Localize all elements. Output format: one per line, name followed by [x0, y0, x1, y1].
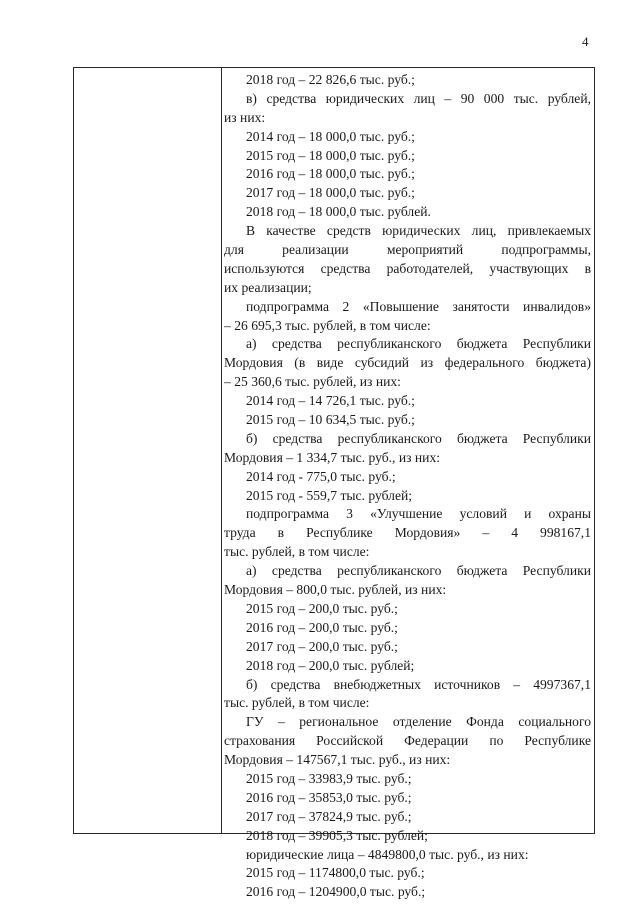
text-line: Мордовия – 1 334,7 тыс. руб., из них:	[224, 449, 441, 465]
table-left-cell	[74, 68, 222, 833]
text-line: – 25 360,6 тыс. рублей, из них:	[224, 374, 401, 390]
text-line: а) средства республиканского бюджета Республики	[246, 563, 591, 579]
text-line: 2017 год – 37824,9 тыс. руб.;	[246, 808, 412, 824]
text-line: ГУ – региональное отделение Фонда социального	[246, 714, 591, 730]
text-line: труда в Республике Мордовия» – 4 998167,1	[224, 525, 591, 541]
text-line: 2016 год – 200,0 тыс. руб.;	[246, 619, 398, 635]
text-line: 2016 год – 18 000,0 тыс. руб.;	[246, 166, 415, 182]
text-line: Мордовия (в виде субсидий из федерального бюджета)	[224, 355, 591, 371]
text-line: тыс. рублей, в том числе:	[224, 695, 370, 711]
text-line: 2017 год – 200,0 тыс. руб.;	[246, 638, 398, 654]
text-line: 2018 год – 39905,3 тыс. рублей;	[246, 827, 428, 843]
text-line: их реализации;	[224, 279, 312, 295]
text-line: 2018 год – 200,0 тыс. рублей;	[246, 657, 415, 673]
text-line: Мордовия – 147567,1 тыс. руб., из них:	[224, 752, 451, 768]
text-line: подпрограмма 3 «Улучшение условий и охраны	[246, 506, 591, 522]
text-line: а) средства республиканского бюджета Республики	[246, 336, 591, 352]
text-line: 2015 год – 10 634,5 тыс. руб.;	[246, 412, 415, 428]
text-line: 2014 год – 14 726,1 тыс. руб.;	[246, 393, 415, 409]
text-line: для реализации мероприятий подпрограммы,	[224, 242, 591, 258]
document-table	[73, 67, 595, 900]
table-right-cell	[222, 71, 593, 902]
text-line: из них:	[224, 109, 266, 125]
text-line: 2015 год – 1174800,0 тыс. руб.;	[246, 865, 425, 881]
text-line: в) средства юридических лиц – 90 000 тыс. рублей,	[246, 90, 591, 106]
text-line: – 26 695,3 тыс. рублей, в том числе:	[224, 317, 431, 333]
text-line: тыс. рублей, в том числе:	[224, 544, 370, 560]
text-line: 2018 год – 18 000,0 тыс. рублей.	[246, 204, 431, 220]
text-line: б) средства внебюджетных источников – 4997367,1	[246, 676, 591, 692]
text-line: 2015 год - 559,7 тыс. рублей;	[246, 487, 413, 503]
text-line: 2014 год - 775,0 тыс. руб.;	[246, 468, 396, 484]
text-line: 2015 год – 18 000,0 тыс. руб.;	[246, 147, 415, 163]
text-line: юридические лица – 4849800,0 тыс. руб., из них:	[246, 846, 529, 862]
text-line: страхования Российской Федерации по Республике	[224, 733, 591, 749]
text-line: б) средства республиканского бюджета Республики	[246, 430, 591, 446]
text-line: Мордовия – 800,0 тыс. рублей, из них:	[224, 582, 447, 598]
text-line: 2015 год – 33983,9 тыс. руб.;	[246, 770, 412, 786]
text-line: 2014 год – 18 000,0 тыс. руб.;	[246, 128, 415, 144]
text-line: В качестве средств юридических лиц, привлекаемых	[246, 223, 591, 239]
text-line: подпрограмма 2 «Повышение занятости инвалидов»	[246, 298, 591, 314]
text-line: 2015 год – 200,0 тыс. руб.;	[246, 600, 398, 616]
text-line: 2018 год – 22 826,6 тыс. руб.;	[246, 72, 415, 87]
page-number: 4	[582, 34, 589, 49]
text-line: 2017 год – 18 000,0 тыс. руб.;	[246, 185, 415, 201]
text-line: 2016 год – 35853,0 тыс. руб.;	[246, 789, 412, 805]
text-line: используются средства работодателей, участвующих в	[224, 260, 591, 276]
text-line: 2016 год – 1204900,0 тыс. руб.;	[246, 884, 426, 900]
